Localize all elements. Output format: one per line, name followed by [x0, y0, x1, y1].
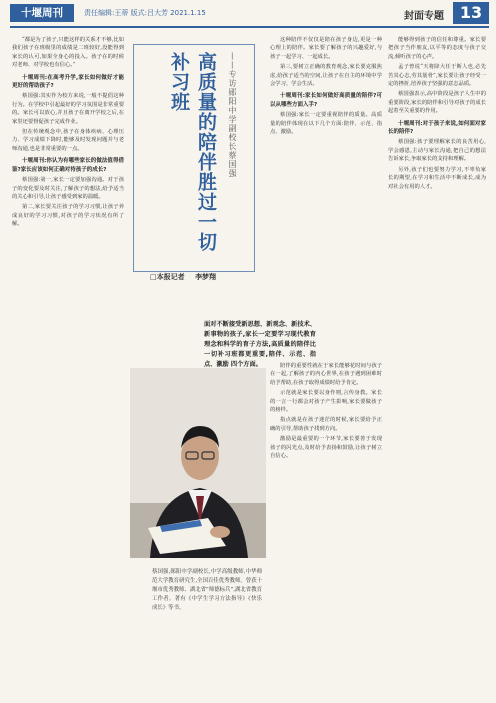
byline	[150, 272, 250, 282]
byline-label: □本报记者	[150, 273, 185, 281]
byline-name: 李梦翔	[195, 273, 217, 281]
paragraph: 指点就是在孩子迷茫的时候,家长要给予正确的引导,帮助孩子找到方向。	[270, 417, 382, 432]
question-heading: 十堰周刊:你认为有哪些家长的做法值得借鉴?家长应该如何正确对待孩子的成长?	[12, 158, 124, 173]
page-number: 13	[453, 2, 489, 24]
paragraph: 激励是最重要的一个环节,家长要善于发现孩子的闪光点,及时给予表扬和鼓励,让孩子树立自信心。	[270, 436, 382, 460]
paragraph: “都是为了孩子,只能这样的关系才不够,比如我们孩子在班级里的成绩是二班较好,没能得到家长的认可,如果全身心的投入。孩子在的时候对老师、对学校也有信心。”	[12, 37, 124, 69]
paragraph: 蔡国强:其实作为校方来说,一般不提倡这种行为。在学校中引起最好的学习氛围是非常重要的。家长可以放心,并且孩子在离开学校之后,在家里还要督促孩子完成作业。	[12, 93, 124, 125]
paragraph: 蔡国强表示,高中阶段是孩子人生中的重要阶段,家长的陪伴和引导对孩子的成长起着至关重要的作用。	[388, 91, 486, 115]
portrait-illustration	[130, 368, 266, 558]
section-title: 封面专题	[404, 11, 444, 22]
paragraph: 蔡国强:家长一定要重视陪伴的质量。高质量的陪伴体现在以下几个方面:陪伴、示范、指点、激励。	[270, 112, 382, 136]
paragraph: 示范就是家长要以身作则,言传身教。家长的一言一行都会对孩子产生影响,家长要做孩子的榜样。	[270, 390, 382, 414]
article-lead: 面对不断接受新思想、新观念、新技术、新事物的孩子,家长一定要学习现代教育理念和科学的育子方法,高质量的陪伴比一切补习班都更重要,陪伴、示范、指点、激励 四个方面。	[204, 321, 316, 368]
editor-info: 责任编辑:王蒂 版式:吕大芳 2021.1.15	[84, 9, 206, 17]
article-column-4	[388, 36, 486, 696]
paragraph: 第二,家长要关注孩子的学习习惯,让孩子养成良好的学习习惯,对孩子的学习状况有所了解。	[12, 204, 124, 228]
photo-caption: 蔡国强,郧阳中学副校长,中学高级教师,中华师范大学教育研究生,全国百佳优秀教师。曾获十堰市优秀教师、湖北省“师德标兵”,湖北省教育工作者。著有《中学生学习方法指导》《快乐成长》等书。	[152, 569, 262, 611]
header-rule	[10, 26, 489, 28]
page-header	[0, 0, 496, 28]
question-heading: 十堰周刊:对于孩子来说,如何面对家长的陪伴?	[388, 120, 486, 136]
paragraph: 能够得到孩子的信任和尊重。家长要把孩子当作朋友,以平等的态度与孩子交流,倾听孩子的心声。	[388, 37, 486, 60]
paragraph: 蔡国强:第一,家长一定要加强沟通。对于孩子的变化要及时关注,了解孩子的想法,给予适当的关心和引导,让孩子感受到家的温暖。	[12, 177, 124, 200]
article-column-3	[270, 362, 382, 696]
paragraph: 陪伴的重要性就在于家长能够花时间与孩子在一起,了解孩子的内心世界,在孩子遇到困难时给予帮助,在孩子取得成绩时给予肯定。	[270, 363, 382, 386]
paragraph: 但在传统观念中,孩子在身体疾病、心理压力、学习成绩下降时,能够及时发现问题并与老师沟通,也是非常重要的一点。	[12, 129, 124, 152]
masthead-logo: 十堰周刊	[10, 4, 74, 22]
paragraph: 另外,孩子们也要努力学习,不辜负家长的期望,在学习和生活中不断成长,成为对社会有用的人才。	[388, 166, 486, 190]
article-column-1	[12, 36, 124, 696]
paragraph: 这种陪伴不仅仅是陪在孩子身边,更是一种心理上的陪伴。家长要了解孩子的兴趣爱好,与孩子一起学习、一起成长。	[270, 37, 382, 60]
paragraph: 孟子曾说“天将降大任于斯人也,必先苦其心志,劳其筋骨”,家长要让孩子经受一定的挫折,培养孩子坚强的意志品质。	[388, 64, 486, 88]
article-title: 高质量的陪伴胜过一切补习班	[168, 52, 217, 252]
question-heading: 十堰周刊:在高考升学,家长如何做好才能更好的帮助孩子?	[12, 74, 124, 90]
article-subtitle: ——专访郧阳中学副校长蔡国强	[228, 52, 237, 178]
question-heading: 十堰周刊:家长如何做好高质量的陪伴?可以从哪些方面入手?	[270, 93, 382, 108]
paragraph: 第三,要树立正确的教育观念,家长要克服焦虑,给孩子适当的空间,让孩子在自主的环境中学会学习、学会生活。	[270, 64, 382, 88]
paragraph: 蔡国强:孩子要理解家长的良苦用心,学会感恩,主动与家长沟通,把自己的想法告诉家长,争取家长的支持和理解。	[388, 139, 486, 163]
portrait-photo	[130, 368, 266, 558]
article-column-2	[270, 36, 382, 356]
